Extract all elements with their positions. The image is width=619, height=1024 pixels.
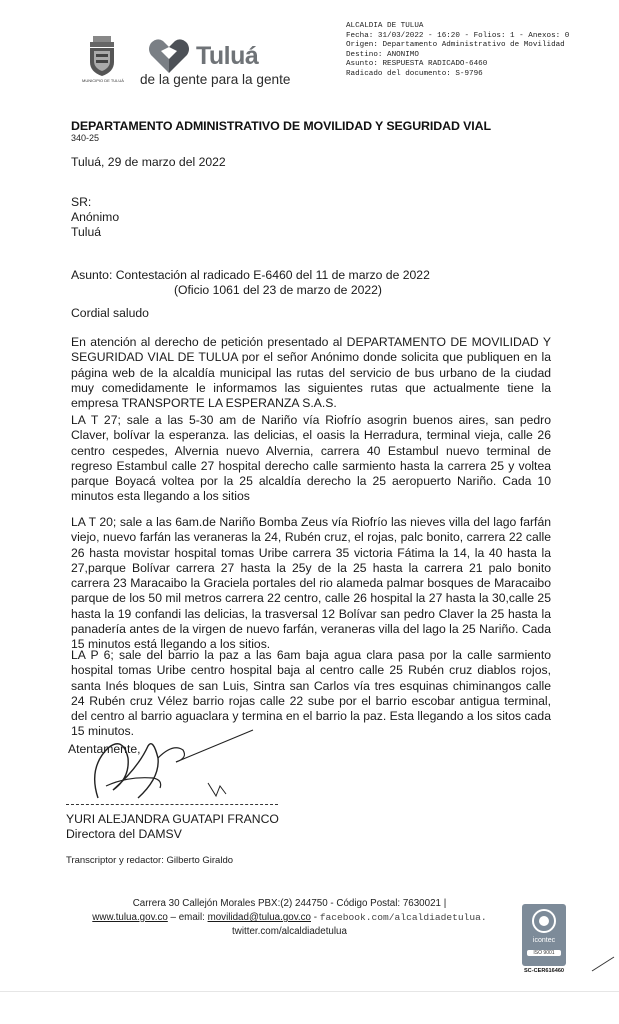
signer-name: YURI ALEJANDRA GUATAPI FRANCO	[66, 812, 279, 826]
facebook-link[interactable]: facebook.com/alcaldiadetulua.	[319, 912, 487, 923]
footer-contact	[0, 912, 599, 923]
twitter-link[interactable]: twitter.com/alcaldiadetulua	[232, 926, 347, 937]
closing: Atentamente,	[68, 742, 141, 756]
route-t27-paragraph: LA T 27; sale a las 5-30 am de Nariño vía Riofrío asogrin buenos aires, san pedro Claver, bolívar la esperanza. las delicias, el oasis la Herradura, terminal vieja, calle 26 centro cespedes, Alvernia nuevo Alvernia, carrera 40 Estambul nuevo terminal de regreso Estambul calle 27 hospital derecho calle sarmiento hasta la carrera 25 y voltea parque Boyacá voltea por la 25 alcaldía derecho la 25 aeropuerto Nariño. Cada 10 minutos esta llegando a los sitios	[71, 413, 551, 504]
department-heading: DEPARTAMENTO ADMINISTRATIVO DE MOVILIDAD Y SEGURIDAD VIAL	[71, 119, 491, 133]
heart-logo-icon	[147, 37, 191, 75]
icontec-badge	[522, 904, 566, 966]
page-bottom-rule	[0, 991, 619, 992]
stamp-document-number: Radicado del documento: S-9796	[346, 69, 483, 78]
website-link[interactable]: www.tulua.gov.co	[92, 912, 168, 923]
salutation-to: SR:	[71, 195, 92, 209]
route-p6-paragraph: LA P 6; sale del barrio la paz a las 6am baja agua clara pasa por la calle sarmiento hospital tomas Uribe centro hospital baja al centro calle 25 Rubén cruz diablos rojos, santa Inés bloques de san Luis, Sintra san Carlos vía tres esquinas chiminangos calle 24 Rubén cruz Vélez barrio rojas calle 22 sube por el barrio escobar antigua terminal, del centro al barrio aguaclara y termina en el barrio la paz. Esta llegando a los sitos cada 15 minutos.	[71, 648, 551, 739]
email-link[interactable]: movilidad@tulua.gov.co	[207, 912, 311, 923]
municipal-crest-icon	[84, 34, 120, 78]
crest-caption: MUNICIPIO DE TULUÁ	[82, 78, 124, 83]
brand-tagline: de la gente para la gente	[140, 72, 291, 87]
stamp-date: Fecha: 31/03/2022 - 16:20 - Folios: 1 - Anexos: 0	[346, 31, 570, 40]
route-t20-paragraph: LA T 20; sale a las 6am.de Nariño Bomba Zeus vía Riofrío las nieves villa del lago farfán viejo, nuevo farfán las veraneras la 24, Rubén cruz, el rojas, palc bonito, carrera 22 calle 26 hasta movistar hospital tomas Uribe carrera 35 victoria Fátima la 14, la 40 hasta la 27,parque Bolívar carrera 27 hasta la 25y de la 25 hasta la carrera 21 palo bonito carrera 23 Maracaibo la Graciela portales del rio alameda palmar bosques de Maracaibo parque de los 50 mil metros carrera 22 centro, calle 26 hospital la 27 hasta la 30,calle 25 hasta la 19 confandi las delicias, la trasversal 12 Bolívar san pedro Claver la 25 hasta la panadería antes de la virgen de nuevo farfán, veraneras villa del lago la 25 Nariño. Cada 15 minutos está llegando a los sitios.	[71, 515, 551, 652]
stamp-destination: Destino: ANONIMO	[346, 50, 419, 59]
subject-reference: (Oficio 1061 del 23 de marzo de 2022)	[174, 283, 382, 297]
handwritten-signature	[68, 728, 258, 808]
recipient-name: Anónimo	[71, 210, 120, 224]
email-prefix: – email:	[167, 912, 208, 923]
stamp-entity: ALCALDIA DE TULUA	[346, 22, 424, 30]
place-date: Tuluá, 29 de marzo del 2022	[71, 155, 226, 169]
icontec-seal-icon	[522, 906, 566, 936]
badge-iso: ISO 9001	[527, 950, 561, 956]
brand-name: Tuluá	[196, 42, 259, 70]
greeting: Cordial saludo	[71, 306, 149, 320]
transcriber-note: Transcriptor y redactor: Gilberto Giraldo	[66, 855, 234, 866]
pen-mark-icon	[590, 955, 616, 973]
badge-brand: icontec	[532, 937, 556, 944]
radicado-stamp	[346, 22, 569, 80]
intro-paragraph: En atención al derecho de petición presentado al DEPARTAMENTO DE MOVILIDAD Y SEGURIDAD VIAL DE TULUA por el señor Anónimo donde solicita que publiquen en la página web de la alcaldía municipal las rutas del servicio de bus urbano de la ciudad muy comedidamente le informamos las siguientes rutas que actualmente tiene la empresa TRANSPORTE LA ESPERANZA S.A.S.	[71, 335, 551, 411]
recipient-city: Tuluá	[71, 225, 102, 239]
certificate-code: SC-CER616460	[523, 968, 565, 974]
footer-separator: -	[311, 912, 320, 923]
document-code: 340-25	[71, 133, 100, 143]
subject-line: Asunto: Contestación al radicado E-6460 del 11 de marzo de 2022	[71, 268, 430, 282]
stamp-subject: Asunto: RESPUESTA RADICADO-6460	[346, 60, 488, 69]
signature-line	[66, 804, 278, 805]
footer-address: Carrera 30 Callejón Morales PBX:(2) 244750 - Código Postal: 7630021 |	[132, 898, 447, 909]
signer-title: Directora del DAMSV	[66, 827, 182, 841]
stamp-origin: Origen: Departamento Administrativo de Movilidad	[346, 41, 565, 50]
